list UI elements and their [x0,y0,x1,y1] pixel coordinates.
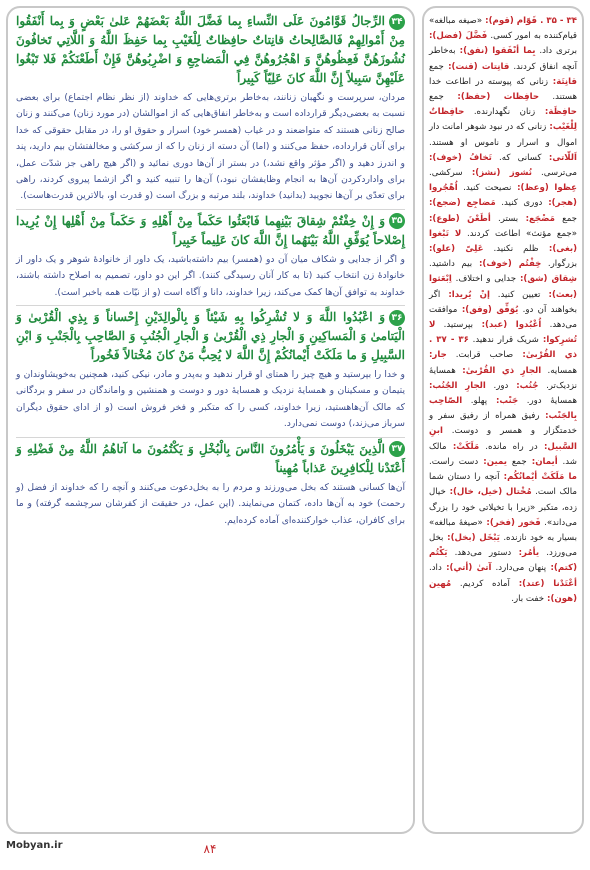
glossary-meaning: جمع [554,213,577,224]
glossary-meaning: بپرستید. [435,320,474,331]
glossary-meaning: بیم داشتید. [429,259,473,270]
glossary-meaning: خفت بار. [511,593,545,604]
glossary-meaning: مالک شد. [429,441,577,467]
glossary-meaning: زنانی که در نبود شوهر امانت دار اموال و اسرار و ناموس او هستند. [429,122,577,148]
glossary-word: الصّاحِب بِالجَنْب: [429,396,577,422]
glossary-word: تَخافُ (خوف): [429,152,492,163]
glossary-meaning: موافقت می‌دهد. [429,304,577,331]
ayah-text: وَ اعْبُدُوا اللَّهَ وَ لا تُشْرِكُوا بِهِ شَيْئاً وَ بِالْوالِدَيْنِ إِحْساناً وَ بِذِي الْقُرْبىٰ وَ الْيَتامىٰ وَ الْمَساكِينِ وَ الْجارِ ذِي الْقُرْبىٰ وَ الْجارِ الْجُنُبِ وَ الصَّاحِبِ بِالْجَنْبِ وَ ابْنِ السَّبِيلِ وَ ما مَلَكَتْ أَيْمانُكُمْ إِنَّ اللَّهَ لا يُحِبُّ مَنْ كانَ مُخْتالاً فَخُوراً [16,310,405,363]
glossary-word: أعْتَدْنا (عتد): [509,578,577,589]
glossary-word: بِما أنْفَقوا (نفق): [455,46,536,57]
glossary-meaning: تعیین کنید. [489,289,541,300]
glossary-word: قَوّام (قوم): [482,16,538,26]
glossary-meaning: می‌ترسی. [532,168,577,179]
glossary-meaning: دور. [485,380,509,391]
ayah-number-badge: ۳۶ [389,310,405,326]
glossary-meaning: دست راست. [429,456,479,467]
glossary-meaning: «صیغهٔ مبالغه» بسیار به خود نازنده. [429,517,577,543]
glossary-meaning: صاحب قرابت. [446,350,514,361]
glossary-meaning: زنانی که پیوسته در اطاعت خدا هستند. [429,76,577,103]
glossary-word: قانِتات (قنت): [443,61,510,72]
ayah-number-badge: ۳۷ [389,441,405,457]
glossary-word: آتىٰ (أتي): [441,563,492,574]
glossary-word: مَضاجِع (ضجع): [429,198,496,209]
ayah-arabic [16,212,405,250]
glossary-meaning: سرکشی. [429,168,463,179]
glossary-meaning: همسایه. [541,365,578,376]
ayah-translation: و خدا را بپرستید و هیچ چیز را همتای او قرار ندهید و به‌پدر و مادر، نیکی کنید، همچنین به‌خویشاوندان و یتیمان و مسکینان و همسایهٔ نزدیک و همسایهٔ دور و دوست و همنشین و واماندگان در سفر و بردگانی که مالک آن‌هاهستید، زیرا خداوند، کسی را که متکبر و فخر فروش است (و از ادای حقوق دیگران سرباز می‌زند،) دوست نمی‌دارد. [16,369,405,430]
glossary-meaning: خیال زده، متکبر «زیرا با تخیلاتی خود را بزرگ می‌داند». [429,487,577,528]
glossary-meaning: جدایی و اختلاف. [451,274,516,285]
glossary-word: أيمان: [526,456,558,467]
glossary-text [429,14,577,607]
glossary-word: شِقاق (شق): [516,274,577,285]
glossary-meaning: بستر. [490,213,519,224]
glossary-meaning: در راه مانده. [479,441,538,452]
glossary-word: مُهين (هون): [429,578,577,604]
glossary-word: أطَعْنَ (طوع): [429,213,491,224]
ayah-number-badge: ۳۴ [389,14,405,30]
glossary-word: مَضْجَع: [518,213,555,224]
ayah-translation: آن‌ها کسانی هستند که بخل می‌ورزند و مردم را به بخل‌دعوت می‌کنند و آنچه را که خداوند از فضل (و رحمت) خود به آن‌ها داده، کتمان می‌نمایند. (این عمل، در حقیقت از کفرشان سرچشمه گرفته) و ما برای کافران، عذاب خوارکننده‌ای آماده کرده‌ایم. [16,481,405,526]
glossary-meaning: همسایهٔ نزدیک‌تر. [429,365,577,391]
main-panel [6,6,415,834]
glossary-panel [422,6,584,834]
glossary-word: يأمُر: [511,548,540,559]
glossary-word: عِظوا (وعظ): [511,183,577,194]
glossary-meaning: برتری داد. [535,46,577,57]
glossary-meaning: «جمع مؤنث» اطاعت کردند. [461,228,577,239]
glossary-meaning: رفیق همراه از رفیق سفر و خدمتگزار و همسر و دوست. [429,411,577,437]
page-number: ۸۴ [203,842,217,856]
glossary-meaning: نصیحت کنید. [457,183,512,194]
glossary-meaning: به‌خاطر آنچه انفاق کردند. [429,46,577,72]
glossary-word: جُنُب: [508,380,539,391]
glossary-word: فَضَّلَ (فضل): [429,31,488,42]
glossary-meaning: جمع [506,456,527,467]
divider [16,305,405,306]
glossary-word: ما مَلَكَتْ أيْمانُكُم: [499,472,577,483]
glossary-meaning: جمع [429,61,444,72]
glossary-meaning: بزرگوار. [541,259,577,270]
glossary-word: يُوَفِّق (وفق): [457,304,519,315]
glossary-word: ذي القُرْبىٰ: [513,350,577,361]
glossary-word: يَبْخَل (بخل): [443,532,500,543]
glossary-word: إنْ يُريدا: [440,289,490,300]
glossary-meaning: آنچه را دستان شما مالک است. [429,472,577,498]
glossary-meaning: دوری کنید. [495,198,543,209]
glossary-meaning: دستور می‌دهد. [447,548,512,559]
ayah-translation: و اگر از جدایی و شکاف میان آن دو (همسر) بیم داشته‌باشید، یک داور از خانوادهٔ شوهر و یک داور از خانوادهٔ زن انتخاب کنید (تا به کار آنان رسیدگی کنند). اگر این دو داور، تصمیم به اصلاح داشته باشند، خداوند به توافق آن‌ها کمک می‌کند، زیرا خداوند، دانا و آگاه است (و از نیّات همه باخبر است). [16,253,405,298]
glossary-word: نُشوز (نشز): [462,168,533,179]
glossary-meaning: اگر بخواهند آن دو. [429,289,577,315]
ayah-text: وَ إِنْ خِفْتُمْ شِقاقَ بَيْنِهِما فَابْعَثُوا حَكَماً مِنْ أَهْلِهِ وَ حَكَماً مِنْ أَهْلِها إِنْ يُرِيدا إِصْلاحاً يُوَفِّقِ اللَّهُ بَيْنَهُما إِنَّ اللَّهَ كانَ عَلِيماً خَبِيراً [16,213,405,247]
glossary-word: يمين: [478,456,507,467]
glossary-meaning: پهلو. [462,396,488,407]
glossary-word: اُعْبُدوا (عبد): [473,320,542,331]
glossary-word: الجارِ الجُنُب: [429,380,486,391]
glossary-word: اَللّاتی: [541,152,577,163]
glossary-meaning: شریک قرار ندهید. [468,335,539,346]
glossary-word: خِفْتُم (خوف): [472,259,542,270]
ayah-text: الرِّجالُ قَوَّامُونَ عَلَى النِّساءِ بِما فَضَّلَ اللَّهُ بَعْضَهُمْ عَلىٰ بَعْضٍ وَ بِما أَنْفَقُوا مِنْ أَمْوالِهِمْ فَالصَّالِحاتُ قانِتاتٌ حافِظاتٌ لِلْغَيْبِ بِما حَفِظَ اللَّهُ وَ اللَّاتِي تَخافُونَ نُشُوزَهُنَّ فَعِظُوهُنَّ وَ اهْجُرُوهُنَّ فِي الْمَضاجِعِ وَ اضْرِبُوهُنَّ فَإِنْ أَطَعْنَكُمْ فَلا تَبْغُوا عَلَيْهِنَّ سَبِيلاً إِنَّ اللَّهَ كانَ عَلِيّاً كَبِيراً [16,14,405,85]
glossary-word: الجارِ ذي القُرْبىٰ: [455,365,542,376]
glossary-word: لا تَبْغوا (بغی): [429,228,577,255]
glossary-meaning: «صیغه مبالغه» قیام‌کننده به امور کسی. [429,16,577,42]
ayah-translation: مردان، سرپرست و نگهبان زنانند، به‌خاطر برتری‌هایی که خداوند (از نظر نظام اجتماع) برای بعضی نسبت به بعضی‌دیگر قرارداده است و به‌خاطر انفاق‌هایی که از اموالشان (در مورد زنان) می‌کنند و زنان صالح زنانی هستند که متواضعند و در غیاب (همسر خود) اسرار و حقوق او را، در مقابل حقوقی که خدا برای آنان قرارداده، حفظ می‌کنند و (اما) آن دسته از زنان را که از سرکشی و مخالفتشان بیم دارید، پند و اندرز دهید و (اگر مؤثر واقع نشد،) در بستر از آن‌ها دوری نمائید و (اگر هیچ راهی جز شدّت عمل، برای واداردکردن آن‌ها به انجام وظایفشان نبود،) آن‌ها را تنبیه کنید و اگر ازشما پیروی کردند، راهی برای تعدّی بر آن‌ها نجویید (بدانید) خداوند، بلند مرتبه و بزرگ است (و قدرت او، بالاترین قدرت‌هاست). [16,92,405,202]
ayah-arabic [16,12,405,88]
glossary-word: اِبْعَثوا (بعث): [429,274,577,300]
glossary-meaning: پنهان می‌دارد. [491,563,547,574]
glossary-word: يَكْتُم (كتم): [429,548,577,574]
glossary-meaning: جمع [429,92,444,103]
glossary-meaning: کسانی که. [491,152,542,163]
glossary-word: حافِظات (حفظ): [443,92,540,103]
glossary-section: ۳۶ - ۳۷ . [429,335,469,346]
glossary-word: مَلَكَتْ: [446,441,480,452]
glossary-word: قانِتَة: [548,76,578,87]
ayah-arabic [16,440,405,478]
glossary-word: ابنِ السَّبيل: [429,426,577,452]
glossary-meaning: آماده کردیم. [451,578,510,589]
glossary-word: مُخْتال (خيل، خال): [445,487,532,498]
divider [16,437,405,438]
glossary-word: عَلِیّ (علو): [429,244,484,255]
glossary-meaning: ظلم نکنید. [483,244,539,255]
glossary-word: حافِظاتٌ لِلْغَيْب: [429,107,578,133]
glossary-meaning: همسایهٔ دور. [518,396,577,407]
glossary-meaning: داد. [429,563,442,574]
ayah-number-badge: ۳۵ [389,213,405,229]
ayah-text: الَّذِينَ يَبْخَلُونَ وَ يَأْمُرُونَ النَّاسَ بِالْبُخْلِ وَ يَكْتُمُونَ ما آتاهُمُ اللَّهُ مِنْ فَضْلِهِ وَ أَعْتَدْنا لِلْكافِرِينَ عَذاباً مُهِيناً [16,441,405,475]
glossary-meaning: بخل می‌ورزد. [429,532,577,559]
glossary-word: لا تُشرِكوا: [429,320,577,346]
divider [16,209,405,210]
glossary-word: جَنْب: [487,396,519,407]
glossary-word: جار: [429,350,447,361]
ayat-list [12,12,409,828]
glossary-meaning: زنان نگهدارنده. [464,107,536,118]
site-watermark: Mobyan.ir [6,840,63,851]
glossary-section: ۳۴ - ۳۵ . [537,16,577,26]
ayah-arabic [16,308,405,365]
glossary-word: اُهْجُروا (هجر): [429,183,577,209]
glossary-word: فَخور (فخر): [482,517,541,528]
glossary-word: حافِظَة: [535,107,577,118]
